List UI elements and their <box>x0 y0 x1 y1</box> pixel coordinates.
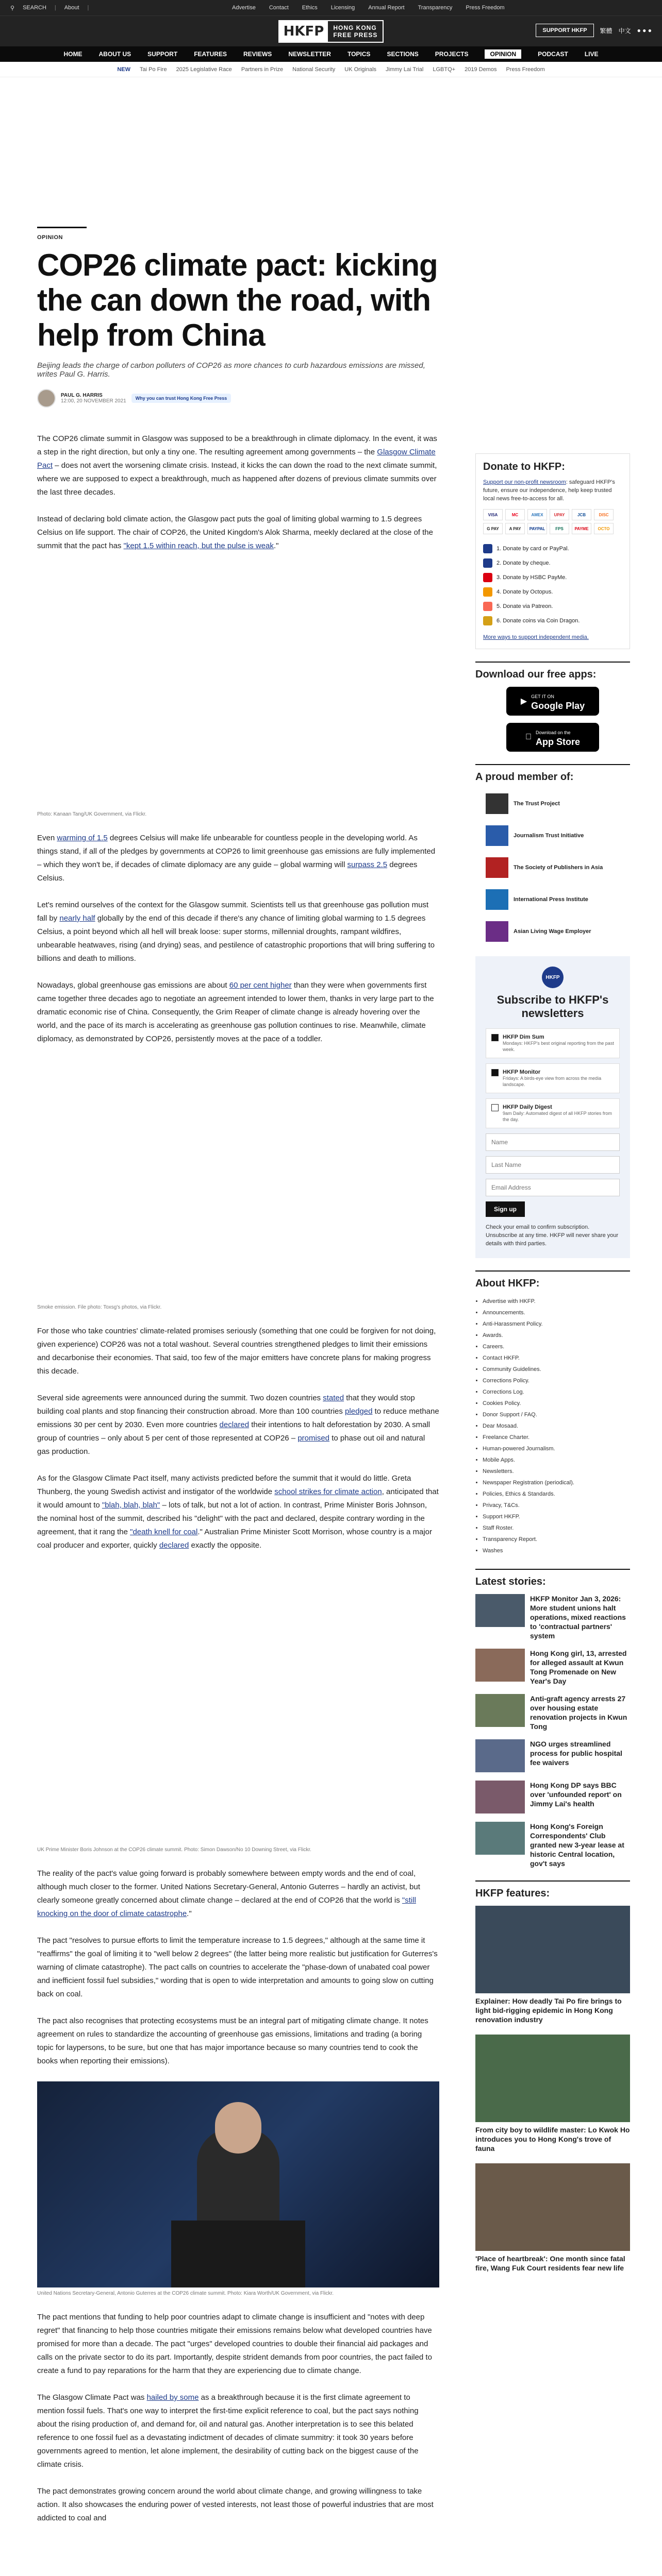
publish-date: 12:00, 20 NOVEMBER 2021 <box>61 398 126 404</box>
latest-stories-title: Latest stories: <box>475 1576 546 1587</box>
paragraph: Even warming of 1.5 degrees Celsius will make life unbearable for countless people in the developing world. As things stand, if all of the pledges by governments at COP26 to limit greenhouse gas emissions are fully implemented – which they won't be, if decades of climate diplomacy are any guide – global warming will surpass 2.5 degrees Celsius. <box>37 834 436 883</box>
nav-opinion[interactable]: OPINION <box>485 49 521 59</box>
search-link[interactable]: SEARCH <box>23 5 46 11</box>
feature-image <box>475 1906 630 1993</box>
about-link-item[interactable]: • Mobile Apps. <box>483 1454 630 1466</box>
last-name-field[interactable] <box>486 1156 620 1174</box>
inline-link[interactable]: declared <box>159 1541 189 1550</box>
about-link-item[interactable]: • Corrections Log. <box>483 1386 630 1398</box>
donate-option[interactable]: 5. Donate via Patreon. <box>483 599 622 614</box>
apps-title: Download our free apps: <box>475 669 597 680</box>
feature-story[interactable]: Explainer: How deadly Tai Po fire brings to light bid-rigging epidemic in Hong Kong renovation industry <box>475 1906 630 2024</box>
donate-box: Donate to HKFP: Support our non-profit newsroom: safeguard HKFP's future, ensure our independence, help keep trusted local news free-to-access for all. VISA MC AMEX UPAY JCB DISC G PAY A PAY PAYPAL FPS PAYME OCTO 1. Donate by card or PayPal. 2. Donate by cheque. 3. Donate by HSBC PayMe. 4. Donate by Octopus. 5. Donate via Patreon. 6. Donate coins via Coin Dragon. More ways to support independent media. <box>475 453 630 649</box>
paragraph: Several side agreements were announced during the summit. Two dozen countries stated that they would stop building coal plants and stop financing their construction abroad. More than 100 countries pledged to reduce methane emissions 30 per cent by 2030. Even more countries declared their intentions to halt deforestation by 2030. A small group of countries – only about 5 per cent of those represented at COP26 – promised to phase out oil and natural gas production. <box>37 1394 439 1456</box>
inline-link[interactable]: Glasgow Climate Pact <box>37 448 436 470</box>
inline-link[interactable]: warming of 1.5 <box>57 834 108 842</box>
latest-story[interactable]: Hong Kong girl, 13, arrested for alleged assault at Kwun Tong Promenade on New Year's Day <box>475 1649 630 1686</box>
inline-link[interactable]: pledged <box>345 1407 373 1416</box>
apple-icon <box>525 733 532 742</box>
new-badge: NEW <box>117 66 130 73</box>
about-link-item[interactable]: • Corrections Policy. <box>483 1375 630 1386</box>
about-link-item[interactable]: • Policies, Ethics & Standards. <box>483 1488 630 1500</box>
latest-story[interactable]: HKFP Monitor Jan 3, 2026: More student unions halt operations, mixed reactions to 'contractual partners' system <box>475 1594 630 1640</box>
article-title: COP26 climate pact: kicking the can down the road, with help from China <box>37 248 438 352</box>
main-nav <box>0 46 662 62</box>
latest-story[interactable]: NGO urges streamlined process for public hospital fee waivers <box>475 1739 630 1772</box>
donate-option[interactable]: 1. Donate by card or PayPal. <box>483 541 622 556</box>
trust-pill[interactable]: Why you can trust Hong Kong Free Press <box>131 394 231 403</box>
more-ways-link[interactable]: More ways to support independent media. <box>483 634 589 640</box>
trending-tags <box>0 62 662 77</box>
about-link-item[interactable]: • Contact HKFP. <box>483 1352 630 1364</box>
app-store-button[interactable]: Download on the App Store <box>506 723 599 752</box>
about-links <box>475 1296 630 1556</box>
feature-story[interactable]: From city boy to wildlife master: Lo Kwok Ho introduces you to Hong Kong's trove of fauna <box>475 2035 630 2153</box>
top-link-press-freedom[interactable]: Press Freedom <box>466 5 505 11</box>
about-link-item[interactable]: • Advertise with HKFP. <box>483 1296 630 1307</box>
about-link-item[interactable]: • Newsletters. <box>483 1466 630 1477</box>
paragraph: For those who take countries' climate-related promises seriously (something that one could be forgiven for not doing, given experience) COP26 was not a total washout. Several countries strengthened pledges to limit their emissions and decarbonise their economies. That said, too few of the major emitters have concrete plans for making progress this decade. <box>37 1327 436 1376</box>
tag-item[interactable]: Press Freedom <box>506 66 545 73</box>
member-logo[interactable]: The Trust Project <box>486 789 620 818</box>
latest-story[interactable]: Hong Kong's Foreign Correspondents' Club granted new 3-year lease at historic Central location, gov't says <box>475 1822 630 1868</box>
about-link-item[interactable]: • Cookies Policy. <box>483 1398 630 1409</box>
author-avatar[interactable] <box>37 389 56 408</box>
member-logo[interactable]: The Society of Publishers in Asia <box>486 853 620 882</box>
donate-option[interactable]: 4. Donate by Octopus. <box>483 585 622 599</box>
nav-projects[interactable]: PROJECTS <box>435 50 469 58</box>
photo-caption: Photo: Kanaan Tang/UK Government, via Flickr. <box>37 811 147 817</box>
inline-link[interactable]: surpass 2.5 <box>347 860 388 869</box>
inline-link[interactable]: declared <box>219 1420 250 1429</box>
language-toggle[interactable]: 繁體 <box>600 27 613 35</box>
article-photo-2 <box>37 1059 439 1301</box>
about-link-item[interactable]: • Announcements. <box>483 1307 630 1318</box>
inline-link[interactable]: 60 per cent higher <box>229 981 292 990</box>
sopa-icon <box>486 857 508 878</box>
story-thumbnail <box>475 1739 525 1772</box>
tag-item[interactable]: LGBTQ+ <box>433 66 456 73</box>
nav-features[interactable]: FEATURES <box>194 50 227 58</box>
support-hkfp-button[interactable]: SUPPORT HKFP <box>536 24 593 37</box>
card-icon: PAYME <box>572 523 591 534</box>
newsletter-option[interactable]: HKFP Monitor Fridays: A birds-eye view from across the media landscape. <box>486 1063 620 1093</box>
about-link-item[interactable]: • Careers. <box>483 1341 630 1352</box>
top-link-ethics[interactable]: Ethics <box>302 5 318 11</box>
play-icon: ▶ <box>520 697 527 706</box>
story-thumbnail <box>475 1694 525 1727</box>
about-link-item[interactable]: • Transparency Report. <box>483 1534 630 1545</box>
top-link-transparency[interactable]: Transparency <box>418 5 453 11</box>
email-field[interactable] <box>486 1179 620 1196</box>
sidebar <box>475 453 630 2283</box>
card-icon: FPS <box>550 523 569 534</box>
paragraph: The pact demonstrates growing concern around the world about climate change, and growing willingness to take action. It also showcases the enduring power of vested interests, not least those of powerful industries that are most addicted to coal and <box>37 2487 434 2522</box>
top-link-annual-report[interactable]: Annual Report <box>368 5 405 11</box>
paragraph: As for the Glasgow Climate Pact itself, many activists predicted before the summit that it would do little. Greta Thunberg, the young Swedish activist and instigator of the worldwide school strikes for climate action, anticipated that it would amount to "blah, blah, blah" – lots of talk, but not a lot of action. In contrast, Prime Minister Boris Johnson, the nominal host of the summit, described his "delight" with the pact and declared, despite contrary wording in the agreement, that it rang the "death knell for coal." Australian Prime Minister Scott Morrison, whose country is a major coal producer and exporter, quickly declared exactly the opposite. <box>37 1474 439 1550</box>
about-link-item[interactable]: • Dear Mosaad. <box>483 1420 630 1432</box>
kicker-rule <box>37 227 87 228</box>
photo-caption: Smoke emission. File photo: Toxsg's photos, via Flickr. <box>37 1304 162 1310</box>
about-hkfp-title: About HKFP: <box>475 1278 540 1289</box>
card-icon <box>483 544 492 553</box>
inline-link[interactable]: "blah, blah, blah" <box>102 1501 160 1510</box>
inline-link[interactable]: "kept 1.5 within reach, but the pulse is weak <box>123 541 274 550</box>
article-photo-3 <box>37 1566 439 1844</box>
member-logo[interactable]: International Press Institute <box>486 885 620 914</box>
story-thumbnail <box>475 1822 525 1855</box>
member-logo[interactable]: Journalism Trust Initiative <box>486 821 620 850</box>
google-play-button[interactable]: ▶ GET IT ON Google Play <box>506 687 599 716</box>
about-link-item[interactable]: • Privacy, T&Cs. <box>483 1500 630 1511</box>
card-icon: G PAY <box>483 523 503 534</box>
card-icon: UPAY <box>550 509 569 520</box>
top-link-advertise[interactable]: Advertise <box>232 5 256 11</box>
inline-link[interactable]: school strikes for climate action <box>274 1487 382 1496</box>
newsletter-signup-box <box>475 956 630 1258</box>
podium <box>171 2221 305 2287</box>
search-icon[interactable]: ⚲ <box>10 5 15 11</box>
checkbox-checked-icon[interactable] <box>491 1034 499 1041</box>
inline-link[interactable]: "death knell for coal <box>130 1528 198 1536</box>
tag-item[interactable]: Partners in Prize <box>241 66 284 73</box>
cheque-icon <box>483 558 492 568</box>
paragraph: The reality of the pact's value going forward is probably somewhere between empty words and the end of coal, although much closer to the former. United Nations Secretary-General, Antonio Guterres – hardly an activist, but clearly someone greatly concerned about climate change – declared at the end of COP26 that the world is "still knocking on the door of climate catastrophe." <box>37 1869 420 1918</box>
nav-newsletter[interactable]: NEWSLETTER <box>288 50 331 58</box>
about-link-item[interactable]: • Support HKFP. <box>483 1511 630 1522</box>
name-field[interactable] <box>486 1133 620 1151</box>
nav-podcast[interactable]: PODCAST <box>538 50 568 58</box>
inline-link[interactable]: "still knocking on the door of climate catastrophe <box>37 1896 416 1918</box>
about-link-item[interactable]: • Washes <box>483 1545 630 1556</box>
paragraph: Let's remind ourselves of the context for the Glasgow summit. Scientists tell us that greenhouse gas pollution must fall by nearly half globally by the end of this decade if there's any chance of limiting global warming to 1.5 degrees Celsius, a point beyond which all hell will break loose: super storms, millennial droughts, rampant wildfires, unbearable heatwaves, rising (and drying) seas, and pestilence of catastrophic proportions that will bring suffering to billions and death to millions. <box>37 901 435 963</box>
about-link[interactable]: About <box>64 5 79 11</box>
checkbox-checked-icon[interactable] <box>491 1069 499 1076</box>
photo-caption: UK Prime Minister Boris Johnson at the COP26 climate summit. Photo: Simon Dawson/No 10 Downing Street, via Flickr. <box>37 1847 311 1853</box>
card-icon: OCTO <box>594 523 614 534</box>
inline-link[interactable]: hailed by some <box>146 2393 199 2402</box>
hkfp-badge-icon: HKFP <box>542 967 564 988</box>
ipi-icon <box>486 889 508 910</box>
donate-support-link[interactable]: Support our non-profit newsroom <box>483 479 566 485</box>
byline <box>37 389 439 408</box>
trust-project-icon <box>486 793 508 814</box>
nav-live[interactable]: LIVE <box>584 50 599 58</box>
newsletter-option[interactable]: HKFP Dim Sum Mondays: HKFP's best original reporting from the past week. <box>486 1028 620 1058</box>
tag-item[interactable]: 2025 Legislative Race <box>176 66 232 73</box>
subscribe-title: Subscribe to HKFP's newsletters <box>496 993 609 1020</box>
article-photo-1 <box>37 566 439 808</box>
subscribe-note: Check your email to confirm subscription. Unsubscribe at any time. HKFP will never share your details with third parties. <box>486 1224 619 1247</box>
latest-story[interactable]: Anti-graft agency arrests 27 over housing estate renovation projects in Kwun Tong <box>475 1694 630 1731</box>
paragraph: The Glasgow Climate Pact was hailed by some as a breakthrough because it is the first climate agreement to mention fossil fuels. That's one way to interpret the first-time explicit reference to coal, but the pact says nothing about the rising production of, and demand for, oil and natural gas. Another interpretation is to see this belated reference to one fossil fuel as a devastating indictment of decades of climate summitry: it took 30 years before governments agreed to mention, let alone implement, the desirability of cutting back on the biggest cause of the climate crisis. <box>37 2393 419 2469</box>
paragraph: Nowadays, global greenhouse gas emissions are about 60 per cent higher than they were when governments first came together three decades ago to negotiate an agreement intended to lower them, thanks in very large part to the dramatic economic rise of China. Consequently, the Grim Reaper of climate change is already hovering over the world, and the pace of its march is accelerating as greenhouse gas pollution continues to rise. Meanwhile, climate diplomacy, as demonstrated by COP26, persistently moves at the pace of a toddler. <box>37 981 434 1043</box>
inline-link[interactable]: promised <box>297 1434 330 1443</box>
nav-reviews[interactable]: REVIEWS <box>243 50 272 58</box>
language-toggle-alt[interactable]: 中文 <box>618 27 631 35</box>
card-icon: DISC <box>594 509 614 520</box>
photo-caption: United Nations Secretary-General, Antonio Guterres at the COP26 climate summit. Photo: Kiara Worth/UK Government, via Flickr. <box>37 2291 334 2296</box>
about-link-item[interactable]: • Human-powered Journalism. <box>483 1443 630 1454</box>
card-icon: AMEX <box>527 509 547 520</box>
payme-icon <box>483 573 492 582</box>
donate-option[interactable]: 3. Donate by HSBC PayMe. <box>483 570 622 585</box>
coin-icon <box>483 616 492 625</box>
feature-image <box>475 2163 630 2251</box>
about-link-item[interactable]: • Freelance Charter. <box>483 1432 630 1443</box>
top-utility-bar: ⚲ SEARCH | About | Advertise Contact Ethics Licensing Annual Report Transparency Press Freedom <box>0 0 662 15</box>
hkfp-logo[interactable]: HKFP HONG KONG FREE PRESS <box>278 20 384 43</box>
story-thumbnail <box>475 1781 525 1814</box>
proud-member-title: A proud member of: <box>475 771 574 783</box>
living-wage-icon <box>486 921 508 942</box>
nav-sections[interactable]: SECTIONS <box>387 50 419 58</box>
inline-link[interactable]: nearly half <box>59 914 95 923</box>
tag-item[interactable]: Jimmy Lai Trial <box>386 66 424 73</box>
donate-title: Donate to HKFP: <box>483 461 565 472</box>
about-link-item[interactable]: • Community Guidelines. <box>483 1364 630 1375</box>
tag-item[interactable]: National Security <box>292 66 336 73</box>
patreon-icon <box>483 602 492 611</box>
jti-icon <box>486 825 508 846</box>
nav-support[interactable]: SUPPORT <box>147 50 178 58</box>
article-main <box>37 227 439 2538</box>
card-icon: A PAY <box>505 523 525 534</box>
tag-item[interactable]: Tai Po Fire <box>139 66 167 73</box>
card-icon: MC <box>505 509 525 520</box>
about-link-item[interactable]: • Anti-Harassment Policy. <box>483 1318 630 1330</box>
about-link-item[interactable]: • Staff Roster. <box>483 1522 630 1534</box>
story-thumbnail <box>475 1649 525 1682</box>
paragraph: The pact mentions that funding to help poor countries adapt to climate change is insufficient and "notes with deep regret" that financing to help those countries mitigate their emissions remains below what developed countries have promised for more than a decade. The pact "urges" developed countries to double their financial aid packages and calls on the private sector to do its part. Importantly, despite strident demands from poor countries, the pact failed to create a fund to pay reparations for the harm that they are experiencing due to climate change. <box>37 2313 432 2375</box>
inline-link[interactable]: stated <box>323 1394 344 1402</box>
author-name[interactable]: PAUL G. HARRIS <box>61 393 103 398</box>
speaker-head <box>215 2102 261 2154</box>
article-photo-4 <box>37 2081 439 2287</box>
top-link-contact[interactable]: Contact <box>269 5 289 11</box>
paragraph: The pact also recognises that protecting ecosystems must be an integral part of mitigating climate change. It notes agreement on rules to standardize the accounting of greenhouse gas emissions, limitations and trading (a boring topic for laypersons, to be sure, but one that has major importance because so many countries tend to cook the books when reporting their emissions). <box>37 2016 428 2065</box>
donate-option[interactable]: 6. Donate coins via Coin Dragon. <box>483 614 622 628</box>
sign-up-button[interactable]: Sign up <box>486 1201 525 1217</box>
card-icon: VISA <box>483 509 503 520</box>
card-icon: PAYPAL <box>527 523 547 534</box>
card-icon: JCB <box>572 509 591 520</box>
donate-option[interactable]: 2. Donate by cheque. <box>483 556 622 570</box>
member-logo[interactable]: Asian Living Wage Employer <box>486 917 620 946</box>
tag-item[interactable]: 2019 Demos <box>465 66 497 73</box>
checkbox-icon[interactable] <box>491 1104 499 1111</box>
paragraph: The COP26 climate summit in Glasgow was supposed to be a breakthrough in climate diplomacy. In the event, it was a step in the right direction, but only a tiny one. The resulting agreement among governments – the Glasgow Climate Pact – does not avert the worsening climate crisis. Instead, it kicks the can down the road to the next climate summit, where we are supposed to expect a breakthrough, much as happened after dozens of previous climate summits over the last three decades. <box>37 434 437 497</box>
social-icons[interactable]: ● ● ● <box>637 27 652 34</box>
article-kicker[interactable]: OPINION <box>37 234 63 241</box>
top-link-licensing[interactable]: Licensing <box>330 5 355 11</box>
feature-image <box>475 2035 630 2122</box>
about-link-item[interactable]: • Newspaper Registration (periodical). <box>483 1477 630 1488</box>
paragraph: Instead of declaring bold climate action, the Glasgow pact puts the goal of limiting global warming to 1.5 degrees Celsius on life support. The chair of COP26, the United Kingdom's Alok Sharma, meekly declared at the close of the summit that the pact has "kept 1.5 within reach, but the pulse is weak." <box>37 515 433 550</box>
features-title: HKFP features: <box>475 1888 550 1899</box>
nav-home[interactable]: HOME <box>63 50 82 58</box>
nav-about-us[interactable]: ABOUT US <box>98 50 131 58</box>
nav-topics[interactable]: TOPICS <box>347 50 371 58</box>
latest-story[interactable]: Hong Kong DP says BBC over 'unfounded report' on Jimmy Lai's health <box>475 1781 630 1814</box>
tag-item[interactable]: UK Originals <box>344 66 377 73</box>
octopus-icon <box>483 587 492 597</box>
feature-story[interactable]: 'Place of heartbreak': One month since fatal fire, Wang Fuk Court residents fear new life <box>475 2163 630 2273</box>
brand-bar <box>0 15 662 46</box>
newsletter-option[interactable]: HKFP Daily Digest 9am Daily: Automated digest of all HKFP stories from the day. <box>486 1098 620 1128</box>
paragraph: The pact "resolves to pursue efforts to limit the temperature increase to 1.5 degrees," although at the same time it "reaffirms" the goal of limiting it to "well below 2 degrees" (the latter being more realistic but justification for Guterres's warning of climate catastrophe). The pact calls on countries to accelerate the "phase-down of unabated coal power and inefficient fossil fuel subsidies," wording that is open to wide interpretation and amounts to going slow on cutting back on coal. <box>37 1936 438 1998</box>
story-thumbnail <box>475 1594 525 1627</box>
article-standfirst: Beijing leads the charge of carbon polluters of COP26 as more chances to curb hazardous emissions are missed, writes Paul G. Harris. <box>37 361 425 379</box>
about-link-item[interactable]: • Awards. <box>483 1330 630 1341</box>
payment-cards <box>483 509 622 534</box>
about-link-item[interactable]: • Donor Support / FAQ. <box>483 1409 630 1420</box>
